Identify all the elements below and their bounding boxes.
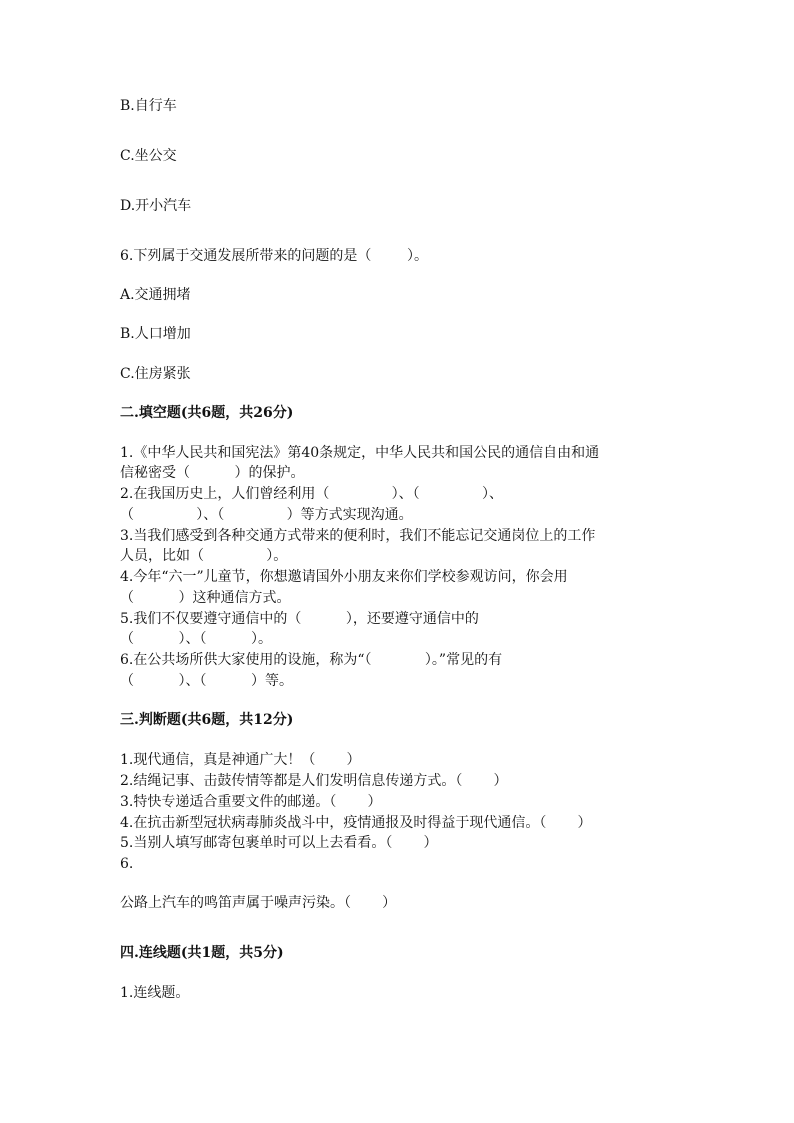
fill-blank-line: 1.《中华人民共和国宪法》第40条规定，中华人民共和国公民的通信自由和通 (120, 445, 600, 461)
true-false-line: 6. (120, 856, 134, 872)
q5-option-b: B.自行车 (120, 98, 177, 114)
matching-question: 1.连线题。 (120, 985, 190, 1001)
fill-blank-line: 2.在我国历史上，人们曾经利用（ ）、（ ）、 (120, 486, 503, 502)
fill-blank-line: （ ）、（ ）。 (120, 631, 273, 647)
fill-blank-line: 6.在公共场所供大家使用的设施，称为“（ ）。”常见的有 (120, 652, 503, 668)
section-heading-fill-blank: 二.填空题(共6题，共26分) (120, 405, 294, 421)
section-heading-true-false: 三.判断题(共6题，共12分) (120, 712, 294, 728)
q6-option-c: C.住房紧张 (120, 366, 191, 382)
fill-blank-line: 4.今年“六一”儿童节，你想邀请国外小朋友来你们学校参观访问，你会用 (120, 569, 568, 585)
true-false-line: 3.特快专递适合重要文件的邮递。（ ） (120, 794, 382, 810)
fill-blank-line: 信秘密受（ ）的保护。 (120, 465, 305, 481)
fill-blank-line: （ ）、（ ）等。 (120, 673, 294, 689)
q6-option-b: B.人口增加 (120, 326, 191, 342)
fill-blank-line: 人员，比如（ ）。 (120, 548, 288, 564)
section-heading-matching: 四.连线题(共1题，共5分) (120, 945, 284, 961)
true-false-line: 5.当别人填写邮寄包裹单时可以上去看看。（ ） (120, 835, 438, 851)
q6-stem: 6.下列属于交通发展所带来的问题的是（ ）。 (120, 248, 428, 264)
true-false-line: 公路上汽车的鸣笛声属于噪声污染。（ ） (120, 895, 397, 911)
fill-blank-line: （ ）、（ ）等方式实现沟通。 (120, 507, 413, 523)
true-false-line: 2.结绳记事、击鼓传情等都是人们发明信息传递方式。（ ） (120, 773, 508, 789)
q5-option-c: C.坐公交 (120, 148, 177, 164)
true-false-line: 1.现代通信，真是神通广大！（ ） (120, 752, 361, 768)
fill-blank-line: 5.我们不仅要遵守通信中的（ ），还要遵守通信中的 (120, 611, 479, 627)
fill-blank-line: （ ）这种通信方式。 (120, 590, 291, 606)
q5-option-d: D.开小汽车 (120, 198, 192, 214)
true-false-line: 4.在抗击新型冠状病毒肺炎战斗中，疫情通报及时得益于现代通信。（ ） (120, 815, 592, 831)
q6-option-a: A.交通拥堵 (120, 287, 191, 303)
fill-blank-line: 3.当我们感受到各种交通方式带来的便利时，我们不能忘记交通岗位上的工作 (120, 528, 596, 544)
